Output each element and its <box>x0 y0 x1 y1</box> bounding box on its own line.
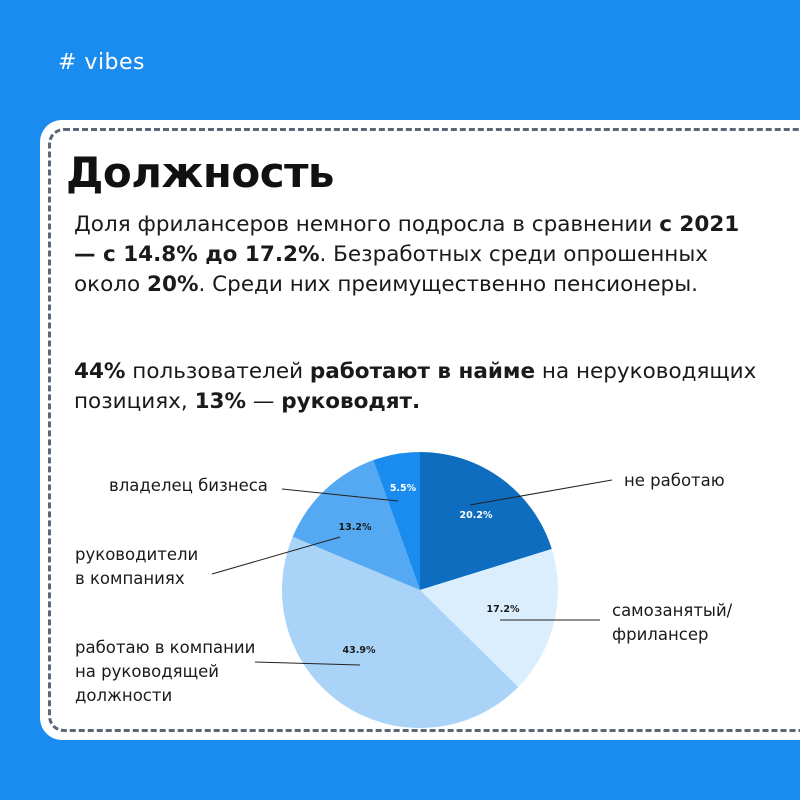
slice-percent-label: 20.2% <box>459 510 493 521</box>
freelancer-paragraph-run: 20% <box>147 272 199 297</box>
slice-percent-label: 17.2% <box>486 604 520 615</box>
slice-category-label: не работаю <box>624 471 725 490</box>
slice-percent-label: 5.5% <box>389 483 417 494</box>
slice-category-label: работаю в компании на руководящей должности <box>75 638 256 705</box>
freelancer-paragraph-run: Доля фрилансеров немного подросла в сравнении <box>74 212 660 237</box>
slice-category-label: руководители в компаниях <box>75 545 199 588</box>
employment-paragraph-run: 13% <box>194 389 247 414</box>
hashtag-label: # vibes <box>58 50 146 75</box>
slice-category-label: самозанятый/ фрилансер <box>612 601 733 644</box>
slice-percent-label: 13.2% <box>338 522 372 533</box>
employment-paragraph-run: — <box>246 389 282 414</box>
employment-paragraph-run: пользователей <box>125 359 310 384</box>
slice-category-label: владелец бизнеса <box>109 476 268 495</box>
employment-paragraph-run: на неруководящих позициях, <box>74 359 757 414</box>
slice-percent-label: 43.9% <box>342 645 376 656</box>
freelancer-paragraph-run: . Среди них преимущественно пенсионеры. <box>198 272 699 297</box>
page-title: Должность <box>66 148 334 197</box>
freelancer-paragraph-run: с 2021 — с 14.8% до 17.2% <box>74 212 740 267</box>
freelancer-paragraph-run: . Безработных среди опрошенных около <box>74 242 709 297</box>
employment-paragraph-run: 44% <box>74 359 126 384</box>
employment-paragraph-run: руководят. <box>281 389 421 414</box>
employment-paragraph-run: работают в найме <box>309 359 536 384</box>
